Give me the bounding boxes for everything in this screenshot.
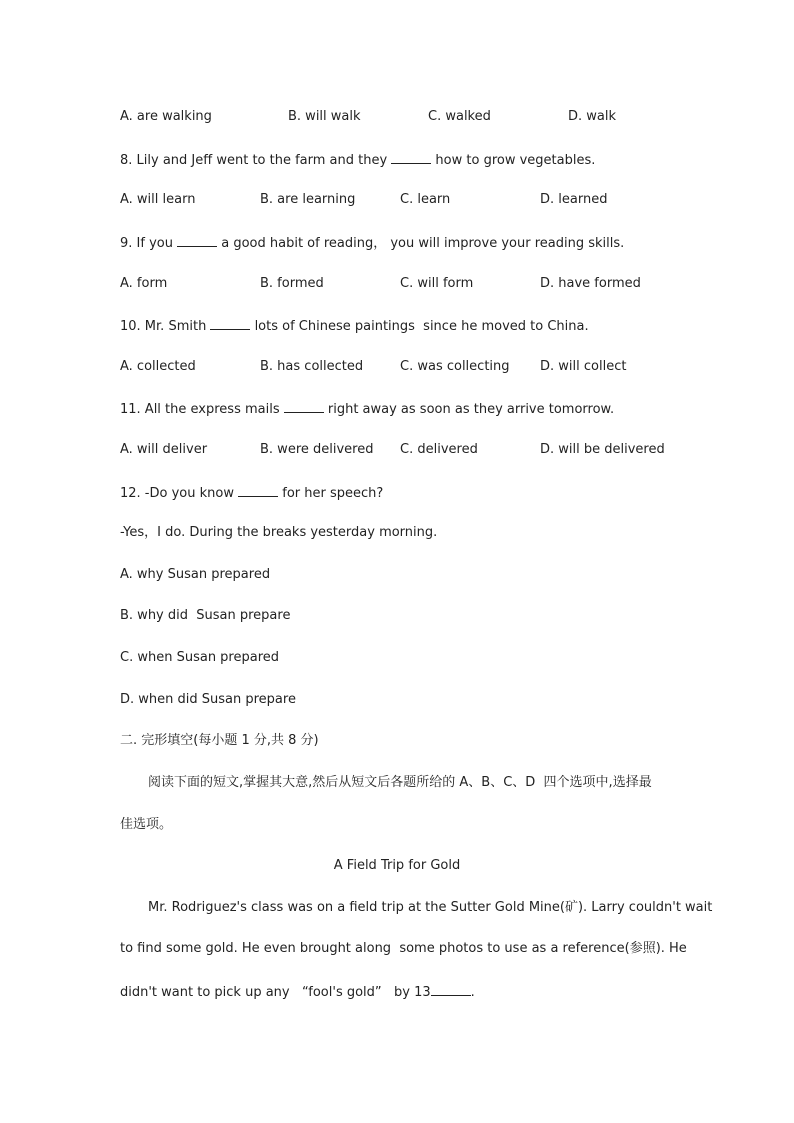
q11-stem-pre: 11. All the express mails [120, 402, 284, 417]
q8-stem-post: how to grow vegetables. [431, 153, 596, 168]
passage-title: A Field Trip for Gold [333, 858, 461, 873]
q7-option-b: B. will walk [288, 109, 361, 124]
passage-line-1: Mr. Rodriguez's class was on a field trip at the Sutter Gold Mine(矿). Larry couldn't wait [148, 900, 713, 915]
question-12 [120, 483, 383, 501]
q7-option-c: C. walked [428, 109, 491, 124]
q12-stem-post: for her speech? [278, 486, 384, 501]
q11-option-a: A. will deliver [120, 442, 208, 457]
q8-stem-pre: 8. Lily and Jeff went to the farm and they [120, 153, 392, 168]
q8-option-d: D. learned [540, 192, 608, 207]
q9-option-c: C. will form [400, 276, 474, 291]
q7-option-a: A. are walking [120, 109, 212, 124]
q9-stem-pre: 9. If you [120, 236, 178, 251]
q8-option-a: A. will learn [120, 192, 196, 207]
question-11 [120, 399, 614, 417]
q10-option-c: C. was collecting [400, 359, 510, 374]
q8-option-b: B. are learning [260, 192, 356, 207]
passage-line-3-post: . [470, 985, 475, 1000]
q7-option-d: D. walk [568, 109, 617, 124]
answer-blank [177, 233, 217, 247]
passage-line-3 [120, 982, 475, 1000]
answer-blank [284, 399, 324, 413]
q12-option-c: C. when Susan prepared [120, 650, 280, 665]
q10-option-d: D. will collect [540, 359, 627, 374]
q12-reply: -Yes，I do. During the breaks yesterday morning. [120, 525, 438, 540]
question-10 [120, 316, 589, 334]
answer-blank [391, 150, 431, 164]
q11-option-b: B. were delivered [260, 442, 374, 457]
q9-option-a: A. form [120, 276, 168, 291]
q11-option-c: C. delivered [400, 442, 478, 457]
q12-option-b: B. why did Susan prepare [120, 608, 291, 623]
question-8 [120, 150, 595, 168]
answer-blank [431, 982, 471, 996]
answer-blank [210, 316, 250, 330]
q9-option-d: D. have formed [540, 276, 641, 291]
q12-option-d: D. when did Susan prepare [120, 692, 296, 707]
q12-stem-pre: 12. -Do you know [120, 486, 239, 501]
q9-stem-post: a good habit of reading， you will improve your reading skills. [217, 236, 625, 251]
q11-stem-post: right away as soon as they arrive tomorrow. [323, 402, 615, 417]
question-9 [120, 233, 624, 251]
q10-stem-pre: 10. Mr. Smith [120, 319, 211, 334]
q10-option-a: A. collected [120, 359, 196, 374]
section-2-instruction-line-1: 阅读下面的短文,掌握其大意,然后从短文后各题所给的 A、B、C、D 四个选项中,选择最 [148, 775, 652, 790]
q9-option-b: B. formed [260, 276, 324, 291]
q8-option-c: C. learn [400, 192, 451, 207]
passage-line-3-pre: didn't want to pick up any “fool's gold” by 13 [120, 985, 431, 1000]
q10-option-b: B. has collected [260, 359, 364, 374]
answer-blank [238, 483, 278, 497]
section-2-instruction-line-2: 佳选项。 [120, 817, 173, 832]
q11-option-d: D. will be delivered [540, 442, 665, 457]
section-2-heading: 二. 完形填空(每小题 1 分,共 8 分) [120, 733, 319, 748]
q10-stem-post: lots of Chinese paintings since he moved to China. [250, 319, 589, 334]
passage-line-2: to find some gold. He even brought along some photos to use as a reference(参照). He [120, 941, 687, 956]
q12-option-a: A. why Susan prepared [120, 567, 271, 582]
